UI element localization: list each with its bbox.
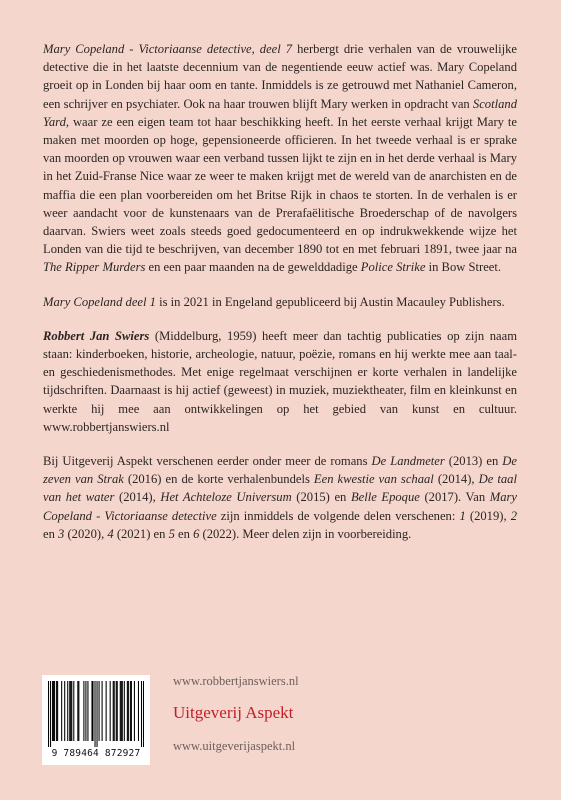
- publisher-name: Uitgeverij Aspekt: [173, 703, 294, 722]
- barcode-bar: [128, 681, 129, 741]
- barcode-bar: [50, 681, 51, 747]
- bib-text: en: [43, 526, 59, 541]
- summary-text: herbergt drie verhalen van de vrouwelijke detective die in het laatste decennium van de negentiende eeuw actief was. Mary Copeland groeit op in Londen bij haar oom en tante. Inmiddels is ze getrouwd met Nathaniel Cameron, een schrijver en psychiater. Ook na haar trouwen blijft Mary werken in opdracht van: [43, 42, 518, 111]
- barcode-bar: [130, 681, 131, 741]
- volume-number: 3: [58, 526, 65, 541]
- paragraph-author-bio: [43, 327, 517, 436]
- bib-text: (2015) en: [291, 490, 351, 505]
- volume-number: 6: [193, 526, 200, 541]
- barcode-bar: [83, 681, 84, 741]
- barcode-bar: [85, 681, 86, 741]
- police-strike: Police Strike: [360, 260, 426, 275]
- barcode-bar: [99, 681, 100, 741]
- barcode-bar: [131, 681, 132, 741]
- bib-text: zijn inmiddels de volgende delen verschenen:: [216, 508, 460, 523]
- summary-text: , waar ze een eigen team tot haar beschikking heeft. In het eerste verhaal krijgt Mary te maken met moorden op hoge, gepensioneerde officieren. In het tweede verhaal is er sprake van moorden op vrouwen waar een verband tussen lijkt te zijn en in het derde verhaal is Mary in het Zuid-Franse Nice waar ze weer te maken krijgt met de wereld van de anarchisten en de maffia die een plan voorbereiden om het Britse Rijk in chaos te storten. In de verhalen is er weer aandacht voor de kunstenaars van de Prerafaëlitische Broederschap of de navolgers daarvan. Swiers weet zoals steeds goed gedocumenteerd en op indrukwekkende wijze het Londen van die tijd te beschrijven, van december 1890 tot en met februari 1891, twee jaar na: [43, 114, 517, 257]
- barcode-bar: [143, 681, 144, 747]
- barcode-bar: [77, 681, 78, 741]
- barcode-bar: [56, 681, 57, 741]
- barcode-bar: [106, 681, 107, 741]
- barcode-bar: [134, 681, 135, 741]
- bib-text: (2022). Meer delen zijn in voorbereiding.: [199, 526, 412, 541]
- series-title: Mary Copeland deel 1: [43, 294, 156, 309]
- barcode-bar: [141, 681, 142, 747]
- book-title: Belle Epoque: [350, 490, 420, 505]
- barcode-bar: [71, 681, 72, 741]
- isbn-number: 9 789464 872927: [51, 748, 141, 759]
- paragraph-bibliography: [43, 452, 517, 543]
- bib-text: (2021) en: [113, 526, 169, 541]
- publication-text: is in 2021 in Engeland gepubliceerd bij Austin Macauley Publishers.: [155, 294, 505, 309]
- barcode-bar: [91, 681, 92, 741]
- book-title: De Landmeter: [371, 454, 445, 469]
- barcode-bar: [114, 681, 115, 741]
- barcode-bar: [117, 681, 118, 741]
- bib-text: (2014),: [114, 490, 161, 505]
- summary-text: in Bow Street.: [425, 260, 502, 275]
- bib-text: (2019),: [465, 508, 511, 523]
- book-title: Een kwestie van schaal: [313, 472, 434, 487]
- barcode-bar: [122, 681, 123, 741]
- barcode-bar: [69, 681, 70, 741]
- bib-text: en: [174, 526, 194, 541]
- author-name: Robbert Jan Swiers: [43, 328, 150, 343]
- series-title: Mary Copeland - Victoriaanse detective, deel 7: [43, 42, 293, 56]
- publisher-website-link[interactable]: www.uitgeverijaspekt.nl: [173, 739, 296, 753]
- summary-text: en een paar maanden na de gewelddadige: [145, 260, 361, 275]
- barcode-bar: [124, 681, 125, 741]
- volume-number: 2: [510, 508, 518, 523]
- barcode-bar: [48, 681, 49, 747]
- book-title: De taal van het water: [43, 472, 517, 505]
- barcode-bar: [92, 681, 93, 741]
- barcode-bar: [54, 681, 55, 741]
- book-title: Mary Copeland - Victoriaanse detective: [43, 490, 517, 523]
- barcode-bar: [110, 681, 111, 741]
- barcode-bar: [57, 681, 58, 741]
- barcode-bar: [113, 681, 114, 741]
- ripper-murders: The Ripper Murders: [43, 260, 146, 275]
- barcode-bar: [127, 681, 128, 741]
- volume-number: 1: [459, 508, 466, 523]
- volume-number: 5: [168, 526, 175, 541]
- volume-number: 4: [107, 526, 114, 541]
- author-bio-text: (Middelburg, 1959) heeft meer dan tachtig publicaties op zijn naam staan: kinderboeken, historie, archeologie, natuur, poëzie, romans en hij werkte mee aan taal- en geschiedenismethodes. Met enige regelmaat verschijnen er korte verhalen in landelijke tijdschriften. Daarnaast is hij actief (geweest) in muziek, muziektheater, film en kleinkunst en werkte hij mee aan ontwikkelingen op het gebied van kunst en cultuur. www.robbertjanswiers.nl: [43, 328, 517, 434]
- bib-text: (2016) en de korte verhalenbundels: [123, 472, 314, 487]
- barcode-icon: [48, 681, 144, 747]
- barcode-bar: [102, 681, 103, 741]
- barcode-bar: [53, 681, 54, 741]
- paragraph-publication: [43, 293, 517, 311]
- isbn-barcode: [42, 675, 150, 765]
- bib-text: (2014),: [433, 472, 479, 487]
- barcode-bar: [94, 681, 95, 747]
- book-title: Het Achteloze Universum: [160, 490, 292, 505]
- barcode-bar: [116, 681, 117, 741]
- scotland-yard: Scotland Yard: [43, 96, 517, 129]
- barcode-bar: [67, 681, 68, 741]
- barcode-bar: [52, 681, 53, 741]
- author-website-link[interactable]: www.robbertjanswiers.nl: [173, 674, 299, 688]
- bib-text: (2017). Van: [419, 490, 490, 505]
- bib-text: Bij Uitgeverij Aspekt verschenen eerder onder meer de romans: [43, 454, 372, 469]
- barcode-bar: [138, 681, 139, 741]
- paragraph-summary: [43, 40, 517, 277]
- barcode-bar: [61, 681, 62, 741]
- barcode-bar: [73, 681, 74, 741]
- barcode-bar: [70, 681, 71, 741]
- back-cover-text: [43, 40, 517, 559]
- barcode-bar: [121, 681, 122, 741]
- barcode-bar: [87, 681, 88, 741]
- book-title: De zeven van Strak: [43, 454, 517, 487]
- barcode-bar: [64, 681, 65, 741]
- barcode-bar: [78, 681, 79, 741]
- bib-text: (2020),: [64, 526, 108, 541]
- bib-text: (2013) en: [444, 454, 503, 469]
- barcode-bar: [120, 681, 121, 741]
- barcode-bar: [97, 681, 98, 747]
